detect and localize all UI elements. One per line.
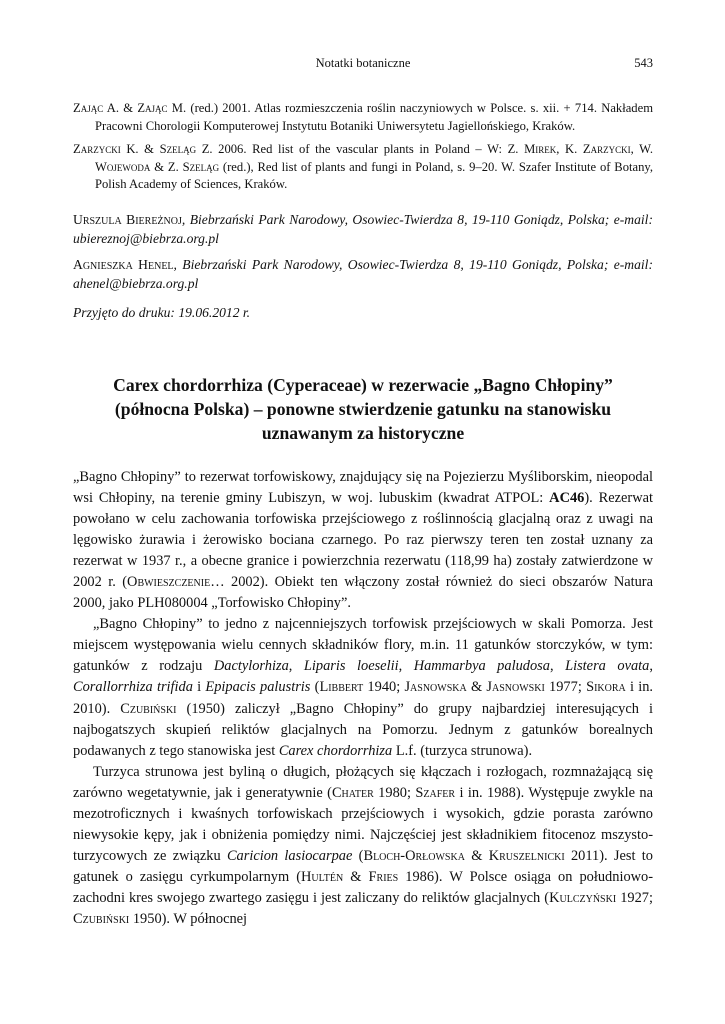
species-name: Listera ovata bbox=[565, 658, 650, 675]
citation-author: Kruszelnicki bbox=[488, 848, 565, 865]
article-title-line: uznawanym za historyczne bbox=[261, 422, 465, 443]
species-name: Hammarbya paludosa bbox=[413, 658, 550, 675]
ref-text: Z. 2006. Red list of the vascular plants in Poland – W: Z. bbox=[196, 142, 525, 156]
ref-text: M. (red.) 2001. Atlas rozmieszczenia roślin naczyniowych w Polsce. s. xii. + 714. Nakładem Pracowni Chorologii Komputerowej Instytutu Botaniki Uniwersytetu Jagiellońskiego, Kraków. bbox=[95, 101, 653, 133]
ref-text: , W. bbox=[630, 142, 654, 156]
author-entry bbox=[73, 210, 653, 248]
species-name: Liparis loeselii bbox=[303, 658, 399, 675]
ref-text: A. & bbox=[103, 101, 138, 115]
ref-author: Zając bbox=[73, 101, 104, 115]
running-title: Notatki botaniczne bbox=[315, 56, 411, 70]
species-name: Epipacis palustris bbox=[205, 679, 311, 696]
citation-author: Obwieszczenie bbox=[127, 573, 211, 590]
article-title-line: Carex chordorrhiza (Cyperaceae) w rezerwacie „Bagno Chłopiny” bbox=[113, 374, 613, 395]
body-paragraph: „Bagno Chłopiny” to jedno z najcenniejszych torfowisk przejściowych w skali Pomorza. Jest miejscem występowania wielu cennych składników flory, m.in. 11 gatunków storczyków, w tym: gatunków z rodzaju Dactylorhiza, Liparis loeselii, Hammarbya paludosa, Listera ovata, Corallorrhiza trifida i Epipacis palustris (Libbert 1940; Jasnowska & Jasnowski 1977; Sikora i in. 2010). Czubiński (1950) zaliczył „Bagno Chłopiny” do grupy najbardziej interesujących i najbogatszych skupień reliktów glacjalnych na Pomorzu. Jednym z gatunków borealnych podawanych z tego stanowiska jest Carex chordorrhiza L.f. (turzyca strunowa). bbox=[73, 616, 653, 759]
article-body bbox=[73, 467, 653, 931]
ref-author: Szeląg bbox=[159, 142, 197, 156]
running-header bbox=[73, 56, 653, 74]
citation-author: Chater bbox=[331, 784, 374, 801]
citation-author: Kulczyński bbox=[549, 890, 617, 907]
ref-author: Wojewoda bbox=[95, 159, 151, 174]
ref-author: Zarzycki bbox=[73, 142, 121, 156]
ref-author: Szeląg bbox=[182, 159, 220, 174]
citation-author: Czubiński bbox=[73, 911, 130, 928]
author-name: Agnieszka Henel bbox=[73, 256, 174, 272]
citation-author: Sikora bbox=[586, 679, 626, 696]
species-name: Caricion lasiocarpae bbox=[226, 848, 353, 865]
ref-text: , K. bbox=[556, 142, 583, 156]
citation-author: Jasnowska bbox=[404, 679, 467, 696]
author-entry bbox=[73, 255, 653, 293]
article-title-line: (północna Polska) – ponowne stwierdzenie gatunku na stanowisku bbox=[114, 398, 612, 419]
species-name: Dactylorhiza bbox=[213, 658, 289, 675]
author-name: Urszula Biereżnoj bbox=[73, 211, 182, 227]
citation-author: Fries bbox=[368, 869, 399, 886]
citation-author: Szafer bbox=[415, 784, 456, 801]
article-title bbox=[73, 373, 653, 445]
ref-author: Zając bbox=[137, 101, 168, 115]
body-paragraph: Turzyca strunowa jest byliną o długich, płożących się kłączach i rozłogach, rozmnażającą się zarówno wegetatywnie, jak i generatywnie (Chater 1980; Szafer i in. 1988). Występuje zwykle na mezotroficznych i kwaśnych torfowiskach przejściowych i wysokich, gdzie porasta zarówno niewysokie kępy, jak i obniżenia pomiędzy nimi. Najczęściej jest składnikiem fitocenoz mszysto-turzycowych ze związku Caricion lasiocarpae (Bloch-Orłowska & Kruszelnicki 2011). Jest to gatunek o zasięgu cyrkumpolarnym (Hultén & Fries 1986). W Polsce osiąga on południowo-zachodni kres swojego zwartego zasięgu i jest zaliczany do reliktów glacjalnych (Kulczyński 1927; Czubiński 1950). W północnej bbox=[73, 763, 654, 928]
author-affiliations bbox=[73, 210, 653, 293]
page bbox=[73, 56, 653, 931]
ref-text: (red.), Red list of plants and fungi in Poland, s. 9–20. W. Szafer Institute of Botany, Polish Academy of Sciences, Kraków. bbox=[95, 159, 653, 191]
citation-author: Czubiński bbox=[120, 700, 177, 717]
ref-text: K. & bbox=[120, 142, 160, 156]
species-name: Carex chordorrhiza bbox=[278, 742, 393, 759]
atpol-square: AC46 bbox=[549, 489, 585, 506]
body-paragraph: „Bagno Chłopiny” to rezerwat torfowiskowy, znajdujący się na Pojezierzu Myśliborskim, nieopodal wsi Chłopiny, na terenie gminy Lubiszyn, w woj. lubuskim (kwadrat ATPOL: AC46). Rezerwat powołano w celu zachowania torfowiska przejściowego z roślinnością glacjalną oraz z uwagi na lęgowisko żurawia i żerowisko bociana czarnego. Po raz pierwszy teren ten został uznany za rezerwat w 1937 r., a obecne granice i powierzchnia rezerwatu (118,99 ha) zostały zatwierdzone w 2002 r. (Obwieszczenie… 2002). Obiekt ten włączony został również do sieci obszarów Natura 2000, jako PLH080004 „Torfowisko Chłopiny”. bbox=[73, 468, 653, 612]
reference-item bbox=[73, 141, 653, 194]
received-date: Przyjęto do druku: 19.06.2012 r. bbox=[73, 304, 251, 320]
ref-author: Mirek bbox=[524, 142, 557, 156]
citation-author: Bloch-Orłowska bbox=[363, 848, 465, 865]
ref-author: Zarzycki bbox=[582, 142, 631, 156]
reference-item bbox=[73, 100, 653, 135]
species-name: Corallorrhiza trifida bbox=[73, 679, 193, 696]
page-number: 543 bbox=[634, 56, 653, 70]
citation-author: Hultén bbox=[301, 869, 344, 886]
reference-list bbox=[73, 100, 653, 194]
author-affiliation: , Biebrzański Park Narodowy, Osowiec-Twierdza 8, 19-110 Goniądz, Polska; e-mail: ubiereznoj@biebrza.org.pl bbox=[73, 211, 653, 246]
ref-text: & Z. bbox=[150, 159, 183, 174]
citation-author: Jasnowski bbox=[486, 679, 545, 696]
citation-author: Libbert bbox=[319, 679, 364, 696]
author-affiliation: , Biebrzański Park Narodowy, Osowiec-Twierdza 8, 19-110 Goniądz, Polska; e-mail: ahenel@biebrza.org.pl bbox=[73, 256, 653, 291]
